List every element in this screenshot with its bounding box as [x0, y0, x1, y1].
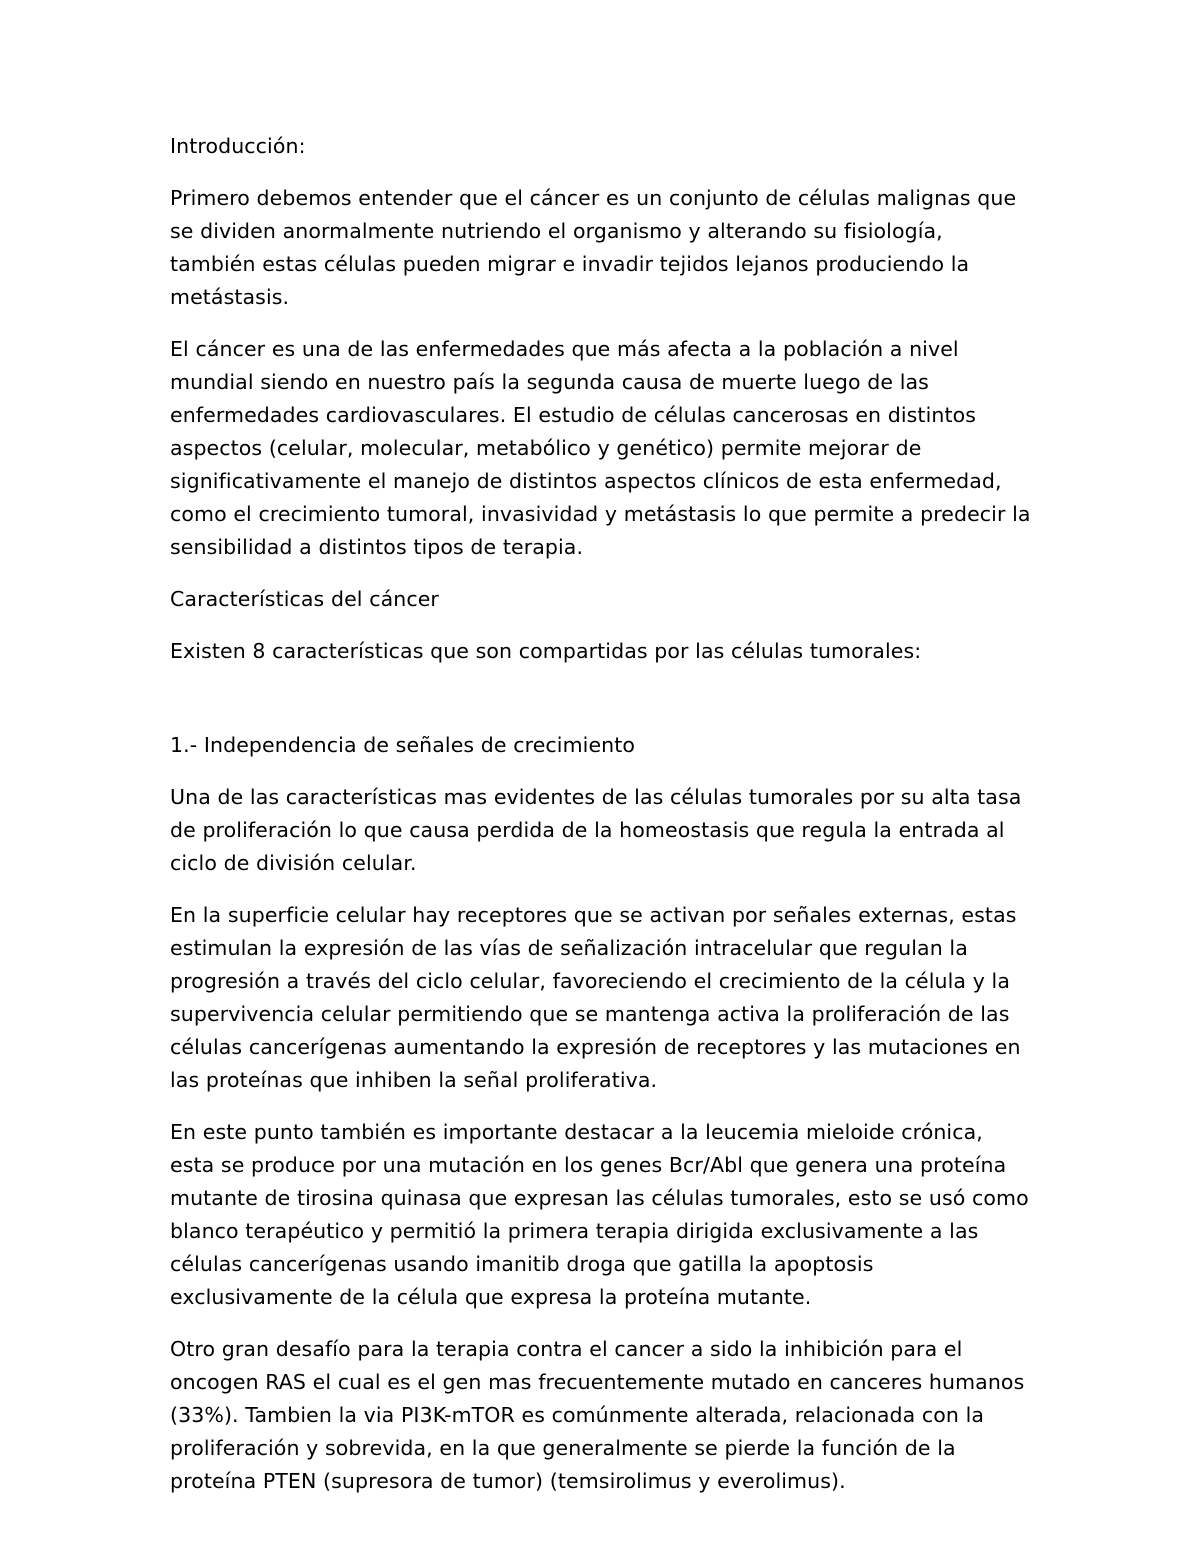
paragraph-ocho-caracteristicas: Existen 8 características que son compartidas por las células tumorales:	[170, 639, 922, 663]
paragraph-introduccion: Introducción:	[170, 134, 306, 158]
paragraph-receptores-superficie: En la superficie celular hay receptores que se activan por señales externas, estas estimulan la expresión de las vías de señalización intracelular que regulan la progresión a través del ciclo celular, favoreciendo el crecimiento de la célula y la supervivencia celular permitiendo que se mantenga activa la proliferación de las células cancerígenas aumentando la expresión de receptores y las mutaciones en las proteínas que inhiben la señal proliferativa.	[170, 903, 1021, 1092]
paragraph-definicion-cancer: Primero debemos entender que el cáncer es un conjunto de células malignas que se dividen anormalmente nutriendo el organismo y alterando su fisiología, también estas células pueden migrar e invadir tejidos lejanos produciendo la metástasis.	[170, 186, 1017, 309]
document-body	[170, 130, 1032, 1498]
paragraph-proliferacion: Una de las características mas evidentes de las células tumorales por su alta tasa de proliferación lo que causa perdida de la homeostasis que regula la entrada al ciclo de división celular.	[170, 785, 1022, 875]
paragraph-spacer	[170, 687, 1032, 729]
paragraph-item-1-heading: 1.- Independencia de señales de crecimiento	[170, 733, 636, 757]
paragraph-epidemiologia: El cáncer es una de las enfermedades que más afecta a la población a nivel mundial siendo en nuestro país la segunda causa de muerte luego de las enfermedades cardiovasculares. El estudio de células cancerosas en distintos aspectos (celular, molecular, metabólico y genético) permite mejorar de significativamente el manejo de distintos aspectos clínicos de esta enfermedad, como el crecimiento tumoral, invasividad y metástasis lo que permite a predecir la sensibilidad a distintos tipos de terapia.	[170, 337, 1031, 559]
paragraph-caracteristicas-heading: Características del cáncer	[170, 587, 439, 611]
paragraph-oncogen-ras: Otro gran desafío para la terapia contra el cancer a sido la inhibición para el oncogen RAS el cual es el gen mas frecuentemente mutado en canceres humanos (33%). Tambien la via PI3K-mTOR es comúnmente alterada, relacionada con la proliferación y sobrevida, en la que generalmente se pierde la función de la proteína PTEN (supresora de tumor) (temsirolimus y everolimus).	[170, 1337, 1025, 1493]
paragraph-leucemia-mieloide: En este punto también es importante destacar a la leucemia mieloide crónica, esta se produce por una mutación en los genes Bcr/Abl que genera una proteína mutante de tirosina quinasa que expresan las células tumorales, esto se usó como blanco terapéutico y permitió la primera terapia dirigida exclusivamente a las células cancerígenas usando imanitib droga que gatilla la apoptosis exclusivamente de la célula que expresa la proteína mutante.	[170, 1120, 1029, 1309]
